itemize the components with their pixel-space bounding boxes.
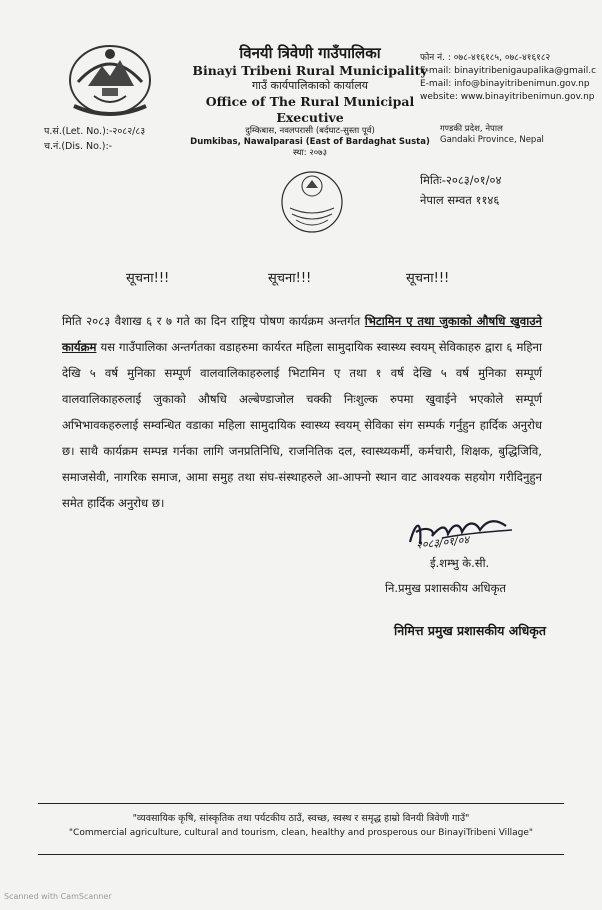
notice-heading-right: सूचना!!! <box>406 271 450 286</box>
address-nepali: दुम्किबास, नवलपरासी (बर्दघाट-सुस्ता पूर्व) <box>245 126 375 136</box>
program-highlight: भिटामिन ए तथा जुकाको औषधि खुवाउने कार्यक्रम <box>62 314 542 354</box>
footer-slogan-nepali: "व्यवसायिक कृषि, सांस्कृतिक तथा पर्यटकीय ठाउँ, स्वच्छ, स्वस्थ र समृद्ध हाम्रो विनयी त्रिवेणी गाउँ" <box>132 813 470 824</box>
office-name-nepali: गाउँ कार्यपालिकाको कार्यालय <box>251 79 369 92</box>
phone-numbers: फोन नं. : ०७८-४१६१८५, ०७८-४१६१८२ <box>420 53 551 63</box>
acting-officer-stamp: निमित्त प्रमुख प्रशासकीय अधिकृत <box>394 623 546 638</box>
email-primary: E-mail: binayitribenigaupalika@gmail.c <box>420 66 597 76</box>
signature-date: २०८३/०१/०४ <box>415 533 470 552</box>
body-text-part2: यस गाउँपालिका अन्तर्गतका वडाहरुमा कार्यरत महिला सामुदायिक स्वास्थ्य स्वयम् सेविकाहरु द्वारा ६ महिना देखि ५ वर्ष मुनिका सम्पूर्ण वालवालिकाहरुलाई भिटामिन ए तथा १ वर्ष देखि ५ वर्ष मुनिका सम्पूर्ण वालवालिकाहरुलाई जुकाको औषधि अल्बेण्डाजोल चक्की निःशुल्क रुपमा खुवाईने भएकोले सम्पूर्ण अभिभावकहरुलाई सम्वन्धित वडाका महिला सामुदायिक स्वास्थ्य स्वयम् सेविका संग सम्पर्क गर्नुहुन हार्दिक अनुरोध छ। साथै कार्यक्रम सम्पन्न गर्नका लागि जनप्रतिनिधि, राजनितिक दल, स्वास्थ्यकर्मी, कर्मचारी, शिक्षक, बुद्धिजिवि, समाजसेवी, नागरिक समाज, आमा समुह तथा संघ-संस्थाहरुले आ-आफ्नो स्थान वाट आवश्यक सहयोग गरीदिनुहुन समेत हार्दिक अनुरोध छ। <box>62 340 542 510</box>
body-text-part1: मिति २०८३ वैशाख ६ र ७ गते का दिन राष्ट्रिय पोषण कार्यक्रम अन्तर्गत <box>62 314 365 328</box>
contact-block <box>420 52 600 104</box>
office-seal-icon <box>272 162 352 242</box>
signer-title: नि.प्रमुख प्रशासकीय अधिकृत <box>385 581 506 595</box>
notice-heading-row <box>0 268 602 288</box>
nepal-emblem-icon <box>64 36 156 120</box>
province-block <box>440 124 544 146</box>
province-nepali: गण्डकी प्रदेश, नेपाल <box>440 124 503 134</box>
notice-heading-center: सूचना!!! <box>268 271 312 286</box>
dispatch-number: च.नं.(Dis. No.):- <box>44 141 113 152</box>
address-english: Dumkibas, Nawalparasi (East of Bardaghat Susta) <box>190 137 430 147</box>
signer-name: ई.शम्भु के.सी. <box>430 556 490 570</box>
reference-numbers <box>44 124 145 154</box>
province-english: Gandaki Province, Nepal <box>440 135 544 145</box>
nepal-sambat-year: नेपाल सम्वत ११४६ <box>420 193 500 207</box>
scanner-watermark: Scanned with CamScanner <box>4 892 112 901</box>
date-block <box>420 170 501 210</box>
email-secondary: E-mail: info@binayitribenimun.gov.np <box>420 79 590 89</box>
established-year: स्था: २०७३ <box>292 148 327 158</box>
municipality-name-english: Binayi Tribeni Rural Municipality <box>192 63 428 78</box>
letterhead-title-block <box>185 44 435 159</box>
footer-slogan-english: "Commercial agriculture, cultural and tourism, clean, healthy and prosperous our BinayiTribeni Village" <box>68 828 534 838</box>
footer-divider-top <box>38 803 564 804</box>
letter-number: प.सं.(Let. No.):-२०८२/८३ <box>44 126 146 137</box>
notice-heading-left: सूचना!!! <box>126 271 170 286</box>
municipality-name-nepali: विनयी त्रिवेणी गाउँपालिका <box>239 44 381 62</box>
notice-body <box>62 308 542 516</box>
office-name-english: Office of The Rural Municipal Executive <box>205 94 415 125</box>
footer-divider-bottom <box>38 854 564 855</box>
website: website: www.binayitribenimun.gov.np <box>420 92 595 102</box>
issue-date: मितिः-२०८३/०१/०४ <box>420 173 502 187</box>
